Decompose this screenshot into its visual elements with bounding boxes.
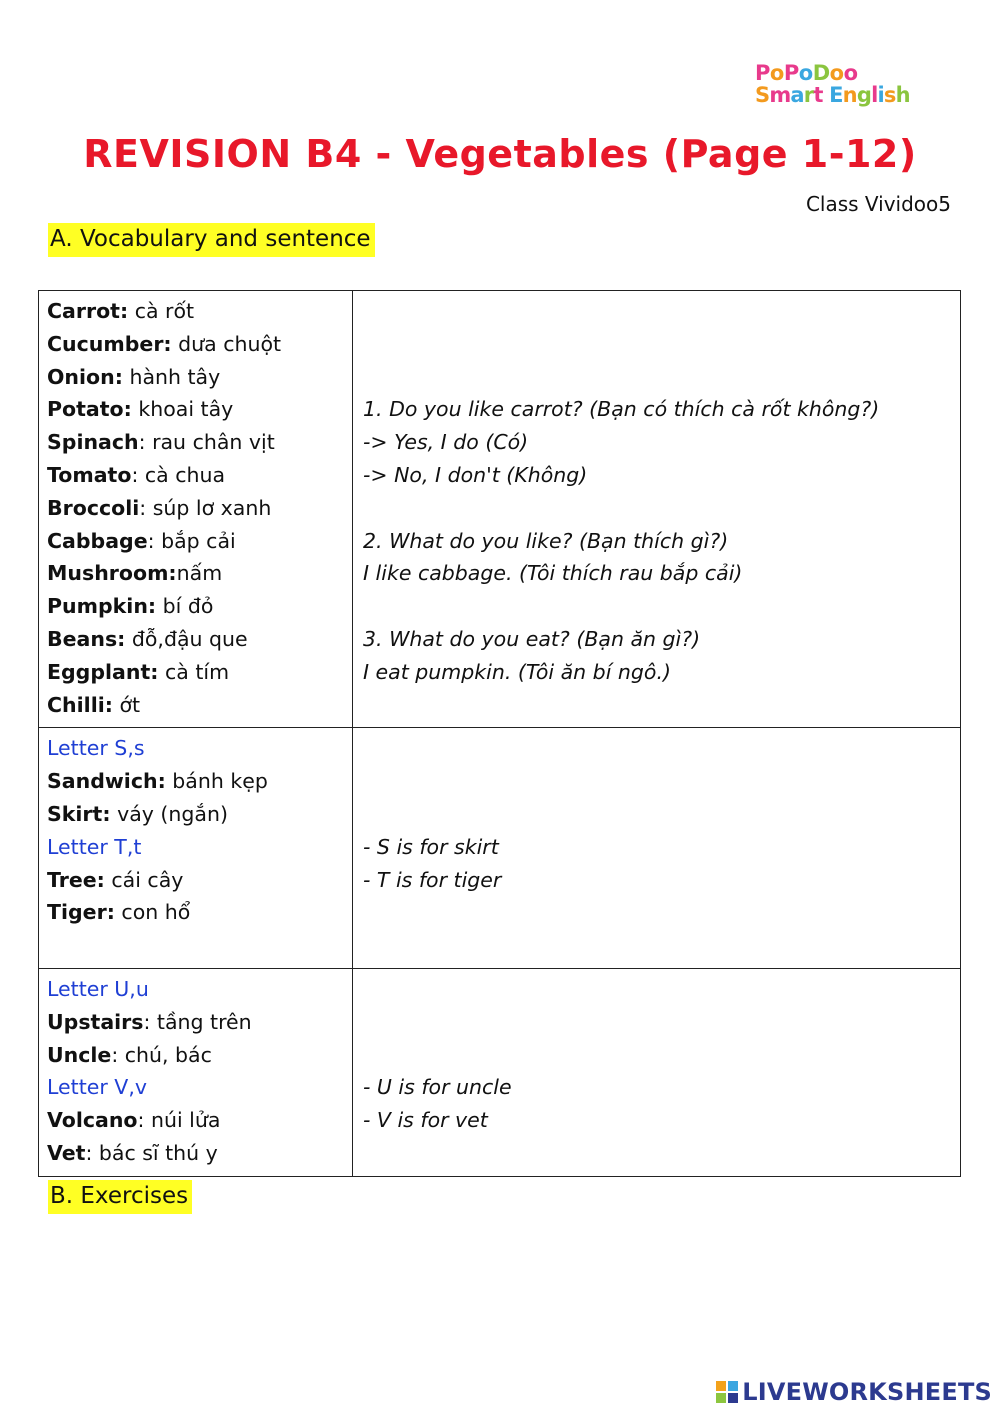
vocab-item (47, 689, 344, 722)
vocab-term: Sandwich: (47, 769, 166, 794)
vocab-meaning: : súp lơ xanh (139, 495, 272, 520)
vocabulary-cell (39, 968, 353, 1176)
blank-line (363, 732, 952, 765)
vocab-item (47, 492, 344, 525)
logo-letter: s (883, 83, 896, 107)
sentence-cell (353, 968, 961, 1176)
logo-letter: g (856, 83, 872, 107)
letter-label: Letter U,u (47, 976, 149, 1001)
vocab-item (47, 295, 344, 328)
logo-square (728, 1393, 738, 1403)
vocab-meaning: : bác sĩ thú y (85, 1140, 218, 1165)
vocab-term: Eggplant: (47, 659, 159, 684)
example-sentence: -> Yes, I do (Có) (363, 430, 529, 455)
example-sentence: - V is for vet (363, 1108, 488, 1133)
blank-line (363, 492, 952, 525)
letter-heading (47, 973, 344, 1006)
letter-label: Letter V,v (47, 1075, 147, 1100)
vocab-meaning: : tầng trên (143, 1009, 252, 1034)
vocab-term: Tree: (47, 867, 105, 892)
example-sentence: - S is for skirt (363, 834, 499, 859)
section-b-heading: B. Exercises (48, 1180, 192, 1214)
vocab-term: Potato: (47, 397, 132, 422)
table-row (39, 291, 961, 728)
vocab-item (47, 656, 344, 689)
vocab-term: Mushroom: (47, 561, 177, 586)
example-sentence: - U is for uncle (363, 1075, 512, 1100)
vocab-item (47, 590, 344, 623)
vocab-meaning: bánh kẹp (165, 769, 268, 794)
logo-letter: E (829, 83, 843, 107)
class-label: Class Vividoo5 (805, 192, 951, 216)
vocabulary-table (38, 290, 961, 1177)
vocab-term: Chilli: (47, 692, 113, 717)
vocab-term: Uncle (47, 1042, 112, 1067)
vocab-item (47, 864, 344, 897)
vocabulary-cell (39, 728, 353, 969)
logo-square (716, 1381, 726, 1391)
vocab-meaning: : chú, bác (111, 1042, 212, 1067)
vocab-item (47, 765, 344, 798)
vocab-meaning: khoai tây (131, 397, 234, 422)
vocabulary-cell (39, 291, 353, 728)
vocab-item (47, 557, 344, 590)
logo-line-1 (755, 62, 935, 84)
vocab-meaning: hành tây (122, 364, 221, 389)
vocab-term: Volcano (47, 1108, 138, 1133)
example-sentence: I eat pumpkin. (Tôi ăn bí ngô.) (363, 659, 671, 684)
logo-letter: o (798, 61, 813, 85)
letter-label: Letter T,t (47, 834, 142, 859)
vocab-item (47, 1039, 344, 1072)
vocab-term: Spinach (47, 430, 139, 455)
vocab-meaning: dưa chuột (171, 331, 282, 356)
vocab-item (47, 1137, 344, 1170)
example-sentence: 2. What do you like? (Bạn thích gì?) (363, 528, 729, 553)
logo-letter: t (813, 83, 823, 107)
vocab-term: Tomato (47, 462, 132, 487)
vocab-item (47, 361, 344, 394)
logo-letter: D (812, 61, 830, 85)
vocab-item (47, 426, 344, 459)
vocab-item (47, 1104, 344, 1137)
logo-letter: P (755, 61, 770, 85)
logo-square (728, 1381, 738, 1391)
letter-heading (47, 732, 344, 765)
vocab-term: Tiger: (47, 900, 115, 925)
example-sentence: - T is for tiger (363, 867, 502, 892)
blank-line (363, 295, 952, 328)
vocab-meaning: nấm (176, 561, 223, 586)
page-title: REVISION B4 - Vegetables (Page 1-12) (83, 132, 917, 176)
letter-heading (47, 1071, 344, 1104)
blank-line (363, 973, 952, 1006)
sentence-cell (353, 728, 961, 969)
blank-line (363, 798, 952, 831)
vocab-item (47, 459, 344, 492)
vocab-term: Pumpkin: (47, 594, 157, 619)
vocab-item (47, 623, 344, 656)
logo-letter: a (790, 83, 804, 107)
example-sentence: I like cabbage. (Tôi thích rau bắp cải) (363, 561, 743, 586)
vocab-term: Broccoli (47, 495, 140, 520)
vocab-term: Beans: (47, 626, 126, 651)
blank-line (363, 1039, 952, 1072)
vocab-item (47, 393, 344, 426)
blank-line (363, 765, 952, 798)
table-row (39, 728, 961, 969)
sentence-cell (353, 291, 961, 728)
blank-line (363, 590, 952, 623)
logo-letter: i (877, 83, 884, 107)
vocab-term: Vet (47, 1140, 86, 1165)
logo-line-2 (755, 84, 935, 106)
vocab-term: Cucumber: (47, 331, 172, 356)
vocab-term: Carrot: (47, 299, 129, 323)
vocab-meaning: : bắp cải (147, 528, 236, 553)
vocab-meaning: : cà chua (131, 462, 226, 487)
blank-line (47, 929, 344, 962)
blank-line (363, 328, 952, 361)
vocab-item (47, 798, 344, 831)
logo-letter: m (769, 83, 791, 107)
vocab-term: Onion: (47, 364, 123, 389)
example-sentence: 1. Do you like carrot? (Bạn có thích cà rốt không?) (363, 397, 880, 422)
logo-letter: h (895, 83, 910, 107)
example-sentence: 3. What do you eat? (Bạn ăn gì?) (363, 626, 701, 651)
vocabulary-table-body (39, 291, 961, 1177)
logo-letter: o (843, 61, 858, 85)
logo-letter: r (803, 83, 814, 107)
vocab-term: Skirt: (47, 801, 111, 826)
vocab-meaning: cà rốt (128, 299, 195, 323)
logo-letter: S (755, 83, 770, 107)
logo-letter: o (829, 61, 844, 85)
vocab-item (47, 525, 344, 558)
liveworksheets-logo-icon (716, 1381, 738, 1403)
vocab-meaning: cái cây (104, 867, 184, 892)
vocab-item (47, 896, 344, 929)
vocab-meaning: đỗ,đậu que (125, 626, 248, 651)
vocab-item (47, 1006, 344, 1039)
letter-label: Letter S,s (47, 736, 145, 761)
vocab-meaning: cà tím (158, 659, 230, 684)
logo-letter: P (783, 61, 799, 85)
letter-heading (47, 831, 344, 864)
vocab-meaning: con hổ (114, 900, 191, 925)
vocab-meaning: ớt (112, 692, 141, 717)
logo-letter: n (842, 83, 857, 107)
example-sentence: -> No, I don't (Không) (363, 462, 588, 487)
section-a-heading: A. Vocabulary and sentence (48, 223, 375, 257)
vocab-term: Upstairs (47, 1009, 144, 1034)
logo-letter: o (769, 61, 784, 85)
blank-line (363, 361, 952, 394)
logo-square (716, 1393, 726, 1403)
vocab-meaning: bí đỏ (156, 594, 214, 619)
vocab-meaning: : núi lửa (137, 1108, 221, 1133)
popodoo-logo (755, 62, 935, 106)
liveworksheets-brand: LIVEWORKSHEETS (742, 1378, 992, 1406)
logo-letter: l (871, 83, 878, 107)
vocab-term: Cabbage (47, 528, 148, 553)
vocab-meaning: váy (ngắn) (110, 801, 228, 826)
vocab-item (47, 328, 344, 361)
blank-line (363, 1006, 952, 1039)
vocab-meaning: : rau chân vịt (138, 430, 275, 455)
table-row (39, 968, 961, 1176)
liveworksheets-footer (716, 1378, 992, 1406)
